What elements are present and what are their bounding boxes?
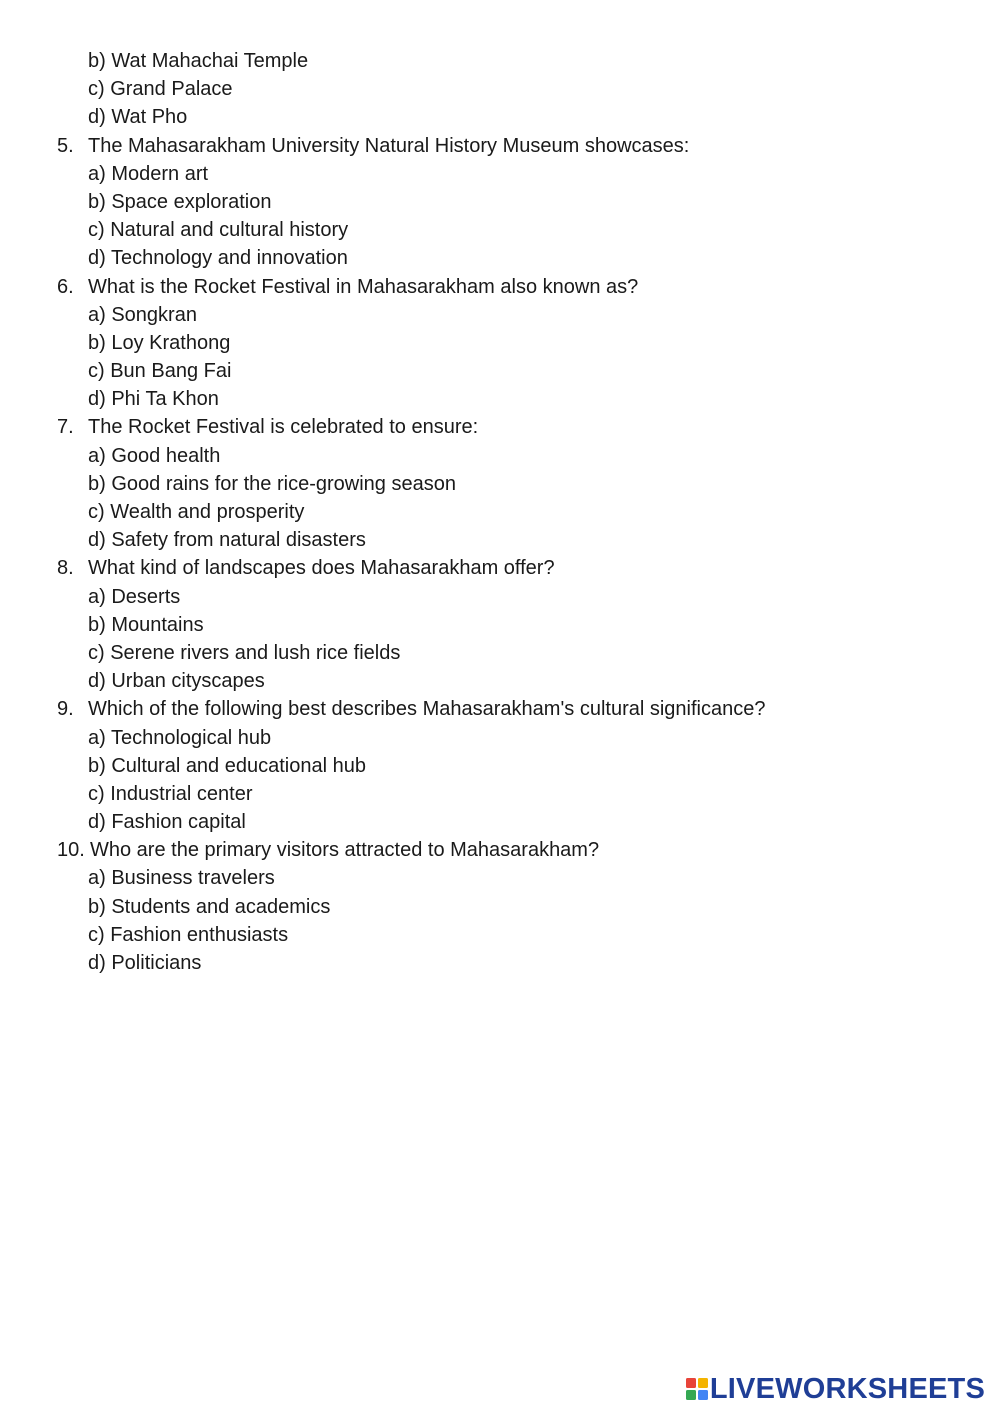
liveworksheets-wordmark: LIVEWORKSHEETS [709,1373,985,1405]
question-prompt [0,273,999,301]
option: c) Fashion enthusiasts [88,923,289,946]
question-6 [0,273,999,414]
liveworksheets-logo-icon [686,1378,708,1400]
option: c) Grand Palace [88,78,233,101]
question-9 [0,695,999,836]
option: c) Bun Bang Fai [88,360,232,383]
option: b) Cultural and educational hub [88,754,366,777]
worksheet [0,47,999,977]
carryover-options [0,47,999,132]
option: d) Phi Ta Khon [88,388,219,411]
option: d) Technology and innovation [88,247,348,270]
question-number: 5. [57,134,74,157]
question-text: What kind of landscapes does Mahasarakham offer? [88,557,555,580]
option: a) Technological hub [88,726,272,749]
option: d) Fashion capital [88,811,246,834]
option: c) Natural and cultural history [88,219,349,242]
question-text: The Mahasarakham University Natural History Museum showcases: [88,134,690,157]
question-number: 9. [57,698,74,721]
question-text: Which of the following best describes Mahasarakham's cultural significance? [88,698,766,721]
question-10 [0,836,999,977]
question-prompt [0,836,999,864]
option: a) Business travelers [88,867,275,890]
question-text: What is the Rocket Festival in Mahasarakham also known as? [88,275,639,298]
question-number: 8. [57,557,74,580]
liveworksheets-brand[interactable] [686,1374,985,1404]
question-text: Who are the primary visitors attracted to Mahasarakham? [90,839,600,862]
question-prompt [0,413,999,441]
option: a) Songkran [88,303,197,326]
option: c) Serene rivers and lush rice fields [88,641,401,664]
question-8 [0,554,999,695]
option: b) Good rains for the rice-growing season [88,472,456,495]
question-7 [0,413,999,554]
option: d) Urban cityscapes [88,670,265,693]
option: d) Politicians [88,952,202,974]
question-number: 10. [57,839,85,862]
option: a) Deserts [88,585,181,608]
question-prompt [0,132,999,160]
option: a) Modern art [88,162,209,185]
question-prompt [0,554,999,582]
option: a) Good health [88,444,221,467]
question-prompt [0,695,999,723]
option: b) Space exploration [88,190,272,213]
option: c) Industrial center [88,782,253,805]
question-5 [0,132,999,273]
question-number: 6. [57,275,74,298]
option: d) Safety from natural disasters [88,529,366,552]
question-number: 7. [57,416,74,439]
option: b) Wat Mahachai Temple [88,50,309,72]
question-text: The Rocket Festival is celebrated to ensure: [88,416,479,439]
option: b) Loy Krathong [88,331,231,354]
option: c) Wealth and prosperity [88,501,305,523]
option: b) Mountains [88,613,204,636]
option: d) Wat Pho [88,106,188,129]
option: b) Students and academics [88,895,331,918]
